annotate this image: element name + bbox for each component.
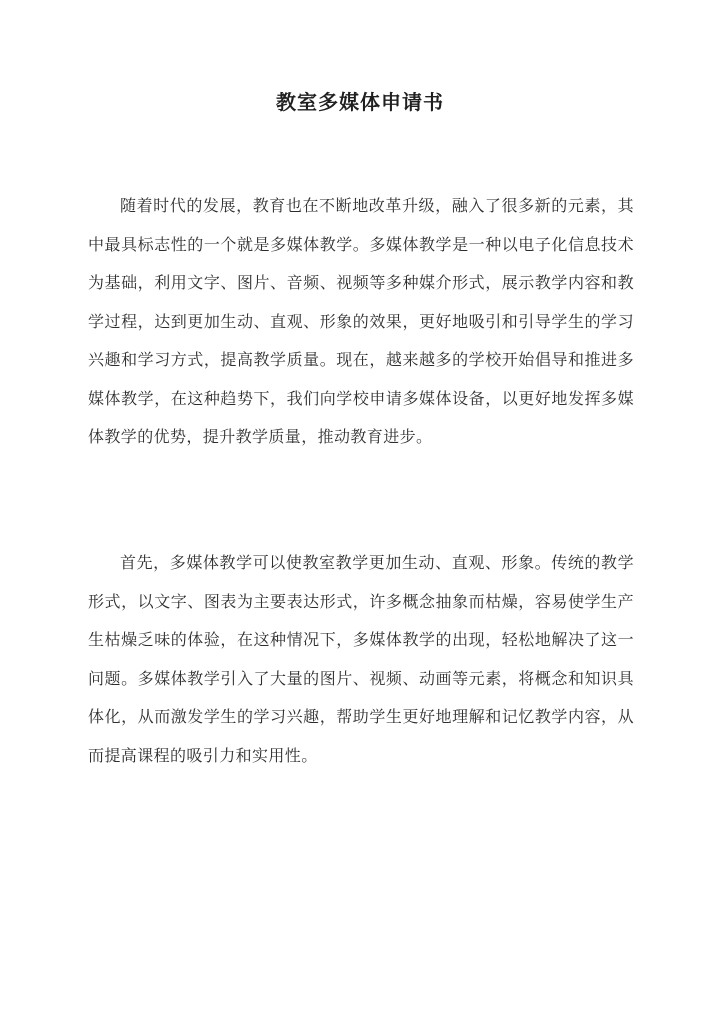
document-title: 教室多媒体申请书 (276, 90, 444, 114)
paragraph-intro: 随着时代的发展，教育也在不断地改革升级，融入了很多新的元素，其中最具标志性的一个就是多媒体教学。多媒体教学是一种以电子化信息技术为基础，利用文字、图片、音频、视频等多种媒介形式，展示教学内容和教学过程，达到更加生动、直观、形象的效果，更好地吸引和引导学生的学习兴趣和学习方式，提高教学质量。现在，越来越多的学校开始倡导和推进多媒体教学，在这种趋势下，我们向学校申请多媒体设备，以更好地发挥多媒体教学的优势，提升教学质量，推动教育进步。 (88, 196, 634, 446)
paragraph-first-point: 首先，多媒体教学可以使教室教学更加生动、直观、形象。传统的教学形式，以文字、图表为主要表达形式，许多概念抽象而枯燥，容易使学生产生枯燥乏味的体验，在这种情况下，多媒体教学的出现，轻松地解决了这一问题。多媒体教学引入了大量的图片、视频、动画等元素，将概念和知识具体化，从而激发学生的学习兴趣，帮助学生更好地理解和记忆教学内容，从而提高课程的吸引力和实用性。 (88, 553, 634, 765)
